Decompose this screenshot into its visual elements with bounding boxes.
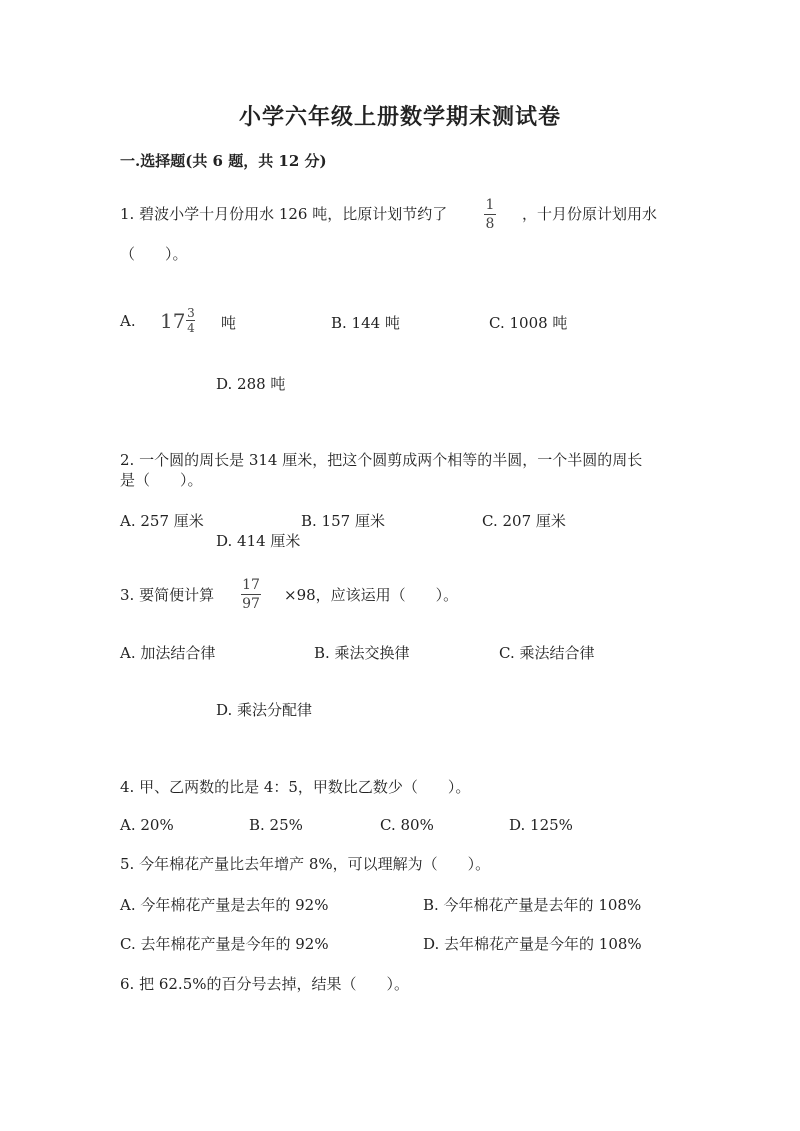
q1-fraction-den: 8 xyxy=(485,216,495,232)
q4-option-d[interactable]: D. 125% xyxy=(509,816,573,834)
q3-fraction xyxy=(241,578,261,611)
q1-option-a-whole: 17 xyxy=(160,308,186,333)
q3-option-b[interactable]: B. 乘法交换律 xyxy=(314,644,410,662)
q6-text: 6. 把 62.5%的百分号去掉，结果（ ）。 xyxy=(120,975,410,993)
q2-text-line1: 2. 一个圆的周长是 314 厘米，把这个圆剪成两个相等的半圆，一个半圆的周长 xyxy=(120,451,643,469)
q1-option-b[interactable]: B. 144 吨 xyxy=(331,314,400,332)
section-heading: 一.选择题(共 6 题，共 12 分) xyxy=(120,152,327,170)
q4-text: 4. 甲、乙两数的比是 4：5，甲数比乙数少（ ）。 xyxy=(120,778,471,796)
q1-option-a-label[interactable]: A. xyxy=(120,312,136,330)
q1-option-a-unit: 吨 xyxy=(221,314,237,332)
q1-option-a-mixed-number xyxy=(160,307,195,334)
page-title: 小学六年级上册数学期末测试卷 xyxy=(238,104,561,130)
q3-fraction-den: 97 xyxy=(242,596,260,612)
q4-option-a[interactable]: A. 20% xyxy=(120,816,174,834)
q1-text-b: ，十月份原计划用水 xyxy=(522,205,658,223)
q1-fraction xyxy=(484,198,496,231)
q3-text-b: ×98，应该运用（ ）。 xyxy=(284,586,459,604)
q2-option-a[interactable]: A. 257 厘米 xyxy=(120,512,204,530)
q4-option-c[interactable]: C. 80% xyxy=(380,816,434,834)
q1-text-a: 1. 碧波小学十月份用水 126 吨，比原计划节约了 xyxy=(120,205,448,223)
q5-option-b[interactable]: B. 今年棉花产量是去年的 108% xyxy=(423,896,642,914)
q3-option-a[interactable]: A. 加法结合律 xyxy=(120,644,216,662)
q2-option-c[interactable]: C. 207 厘米 xyxy=(482,512,566,530)
q5-text: 5. 今年棉花产量比去年增产 8%，可以理解为（ ）。 xyxy=(120,855,491,873)
q3-fraction-num: 17 xyxy=(242,577,260,593)
q1-option-a-den: 4 xyxy=(187,321,195,335)
q2-option-b[interactable]: B. 157 厘米 xyxy=(301,512,385,530)
q1-text-line2: （ ）。 xyxy=(120,245,188,263)
q2-option-d[interactable]: D. 414 厘米 xyxy=(216,532,301,550)
q1-option-a-num: 3 xyxy=(187,306,195,320)
q1-option-d[interactable]: D. 288 吨 xyxy=(216,375,286,393)
q5-option-c[interactable]: C. 去年棉花产量是今年的 92% xyxy=(120,935,329,953)
q4-option-b[interactable]: B. 25% xyxy=(249,816,303,834)
q1-option-c[interactable]: C. 1008 吨 xyxy=(489,314,568,332)
q3-option-d[interactable]: D. 乘法分配律 xyxy=(216,701,313,719)
q3-option-c[interactable]: C. 乘法结合律 xyxy=(499,644,595,662)
q3-text-a: 3. 要简便计算 xyxy=(120,586,215,604)
q5-option-a[interactable]: A. 今年棉花产量是去年的 92% xyxy=(120,896,329,914)
q2-text-line2: 是（ ）。 xyxy=(120,471,203,489)
q1-fraction-num: 1 xyxy=(485,197,495,213)
q5-option-d[interactable]: D. 去年棉花产量是今年的 108% xyxy=(423,935,642,953)
